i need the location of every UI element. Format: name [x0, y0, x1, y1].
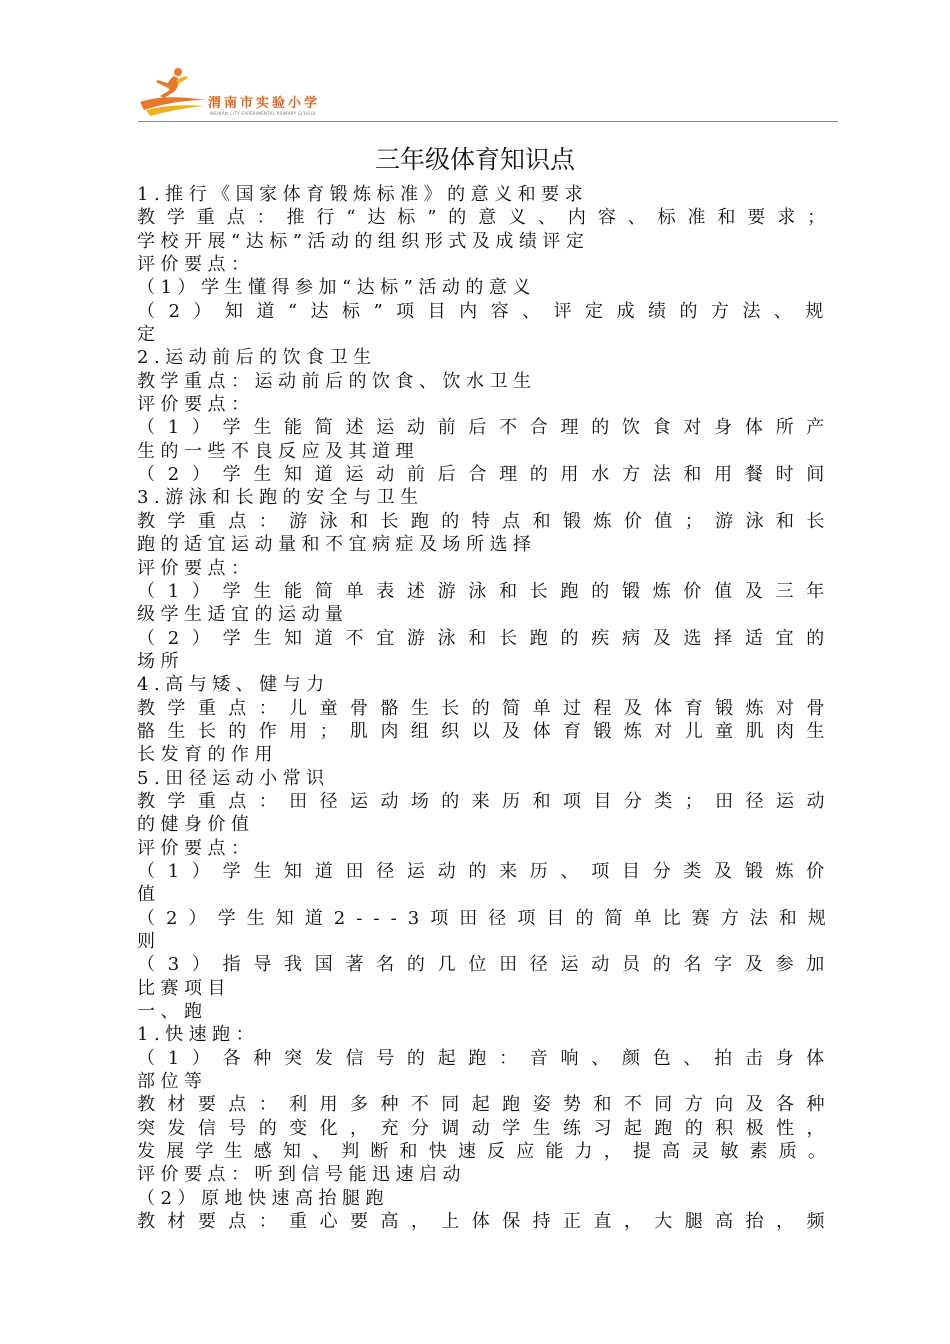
text-line: 教材要点：利用多种不同起跑姿势和不同方向及各种 — [137, 1094, 837, 1116]
text-line: 生的一些不良反应及其道理 — [137, 440, 419, 462]
text-line: （2）学生知道运动前后合理的用水方法和用餐时间 — [137, 464, 838, 486]
text-line: 比赛项目 — [137, 977, 231, 999]
text-line: 1.快速跑： — [137, 1024, 260, 1046]
text-line: （2）学生知道不宜游泳和长跑的疾病及选择适宜的 — [137, 627, 838, 649]
text-line: 跑的适宜运动量和不宜病症及场所选择 — [137, 534, 537, 556]
text-line: 评价要点： — [137, 837, 255, 859]
text-line: （1）学生知道田径运动的来历、项目分类及锻炼价 — [137, 860, 838, 882]
text-line: 3.游泳和长跑的安全与卫生 — [137, 487, 424, 509]
text-line: 学校开展“达标”活动的组织形式及成绩评定 — [137, 230, 590, 252]
text-line: 则 — [137, 931, 161, 952]
text-line: 教学重点：推行“达标”的意义、内容、标准和要求； — [137, 207, 838, 229]
text-line: 教学重点：游泳和长跑的特点和锻炼价值；游泳和长 — [137, 510, 837, 532]
school-logo-icon — [138, 66, 208, 116]
document-title: 三年级体育知识点 — [374, 145, 575, 174]
text-line: 评价要点： — [137, 557, 255, 579]
school-name-en: WEINAN CITY EXPERIMENTAL PRIMARY SCHOOL — [210, 111, 317, 116]
school-header — [138, 60, 838, 122]
document-body — [137, 183, 837, 1233]
text-line: 的健身价值 — [137, 814, 255, 836]
text-line: 一、跑 — [137, 1001, 208, 1023]
text-line: （2）原地快速高抬腿跑 — [137, 1187, 389, 1209]
text-line: 评价要点： — [137, 394, 255, 416]
text-line: 骼生长的作用；肌肉组织以及体育锻炼对儿童肌肉生 — [137, 720, 837, 742]
text-line: （1）各种突发信号的起跑：音响、颜色、拍击身体 — [137, 1047, 838, 1069]
text-line: 教学重点：运动前后的饮食、饮水卫生 — [137, 370, 537, 392]
text-line: 定 — [137, 324, 161, 346]
text-line: 教学重点：田径运动场的来历和项目分类；田径运动 — [137, 790, 837, 812]
text-line: （1）学生能简单表述游泳和长跑的锻炼价值及三年 — [137, 580, 838, 602]
text-line: （3）指导我国著名的几位田径运动员的名字及参加 — [137, 954, 838, 976]
text-line: 级学生适宜的运动量 — [137, 604, 349, 626]
text-line: 评价要点：听到信号能迅速启动 — [137, 1164, 466, 1186]
text-line: （1）学生懂得参加“达标”活动的意义 — [137, 277, 536, 299]
text-line: 突发信号的变化，充分调动学生练习起跑的积极性， — [137, 1117, 837, 1139]
text-line: 发展学生感知、判断和快速反应能力，提高灵敏素质。 — [137, 1141, 838, 1163]
text-line: 场所 — [137, 650, 184, 672]
text-line: 1.推行《国家体育锻炼标准》的意义和要求 — [137, 184, 589, 205]
text-line: （2）学生知道2---3项田径项目的简单比赛方法和规 — [137, 907, 837, 929]
text-line: 部位等 — [137, 1071, 208, 1093]
text-line: （2）知道“达标”项目内容、评定成绩的方法、规 — [137, 300, 837, 322]
header-rule — [138, 121, 838, 122]
school-name-cn: 渭南市实验小学 — [208, 96, 321, 111]
text-line: （1）学生能简述运动前后不合理的饮食对身体所产 — [137, 417, 838, 439]
text-line: 5.田径运动小常识 — [137, 767, 330, 789]
text-line: 教学重点：儿童骨骼生长的简单过程及体育锻炼对骨 — [137, 697, 837, 719]
text-line: 2.运动前后的饮食卫生 — [137, 347, 377, 369]
text-line: 4.高与矮、健与力 — [137, 674, 330, 696]
text-line: 教材要点：重心要高，上体保持正直，大腿高抬，频 — [137, 1211, 837, 1233]
text-line: 评价要点： — [137, 254, 255, 276]
text-line: 值 — [137, 884, 161, 906]
text-line: 长发育的作用 — [137, 744, 278, 766]
